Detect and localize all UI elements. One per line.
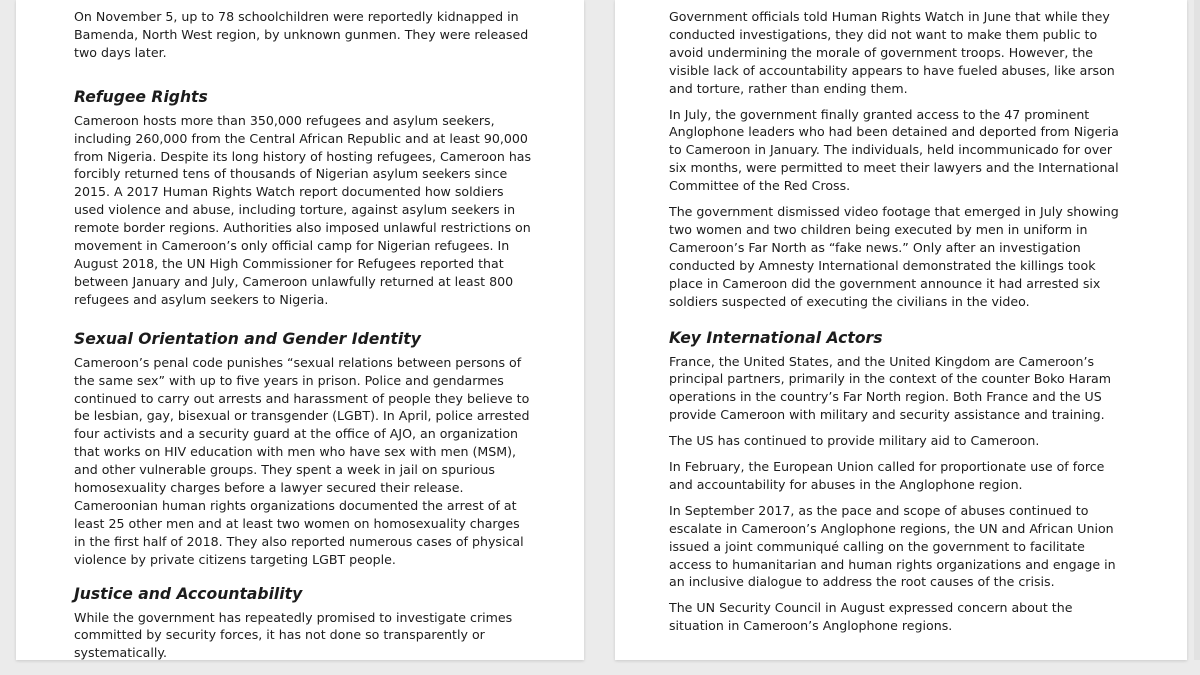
right-page — [615, 0, 1187, 660]
justice-accountability-heading: Justice and Accountability — [74, 584, 303, 603]
key-actors-paragraph-eu: In February, the European Union called for proportionate use of force and accountability for abuses in the Anglophone region. — [669, 459, 1105, 492]
key-international-actors-heading: Key International Actors — [669, 328, 883, 347]
accountability-paragraph-anglophone-leaders: In July, the government finally granted access to the 47 prominent Anglophone leaders who had been detained and deported from Nigeria to Cameroon in January. The individuals, held incommunicado for over six months, were permitted to meet their lawyers and the International Committee of the Red Cross. — [669, 106, 1119, 194]
key-actors-paragraph-security-council: The UN Security Council in August expressed concern about the situation in Cameroon’s Anglophone regions. — [669, 600, 1073, 634]
justice-accountability-paragraph: While the government has repeatedly promised to investigate crimes committed by security forces, it has not done so transparently or systematically. — [74, 609, 513, 661]
key-actors-paragraph-us-aid: The US has continued to provide military aid to Cameroon. — [669, 433, 1040, 449]
left-page — [16, 0, 584, 660]
accountability-paragraph-officials: Government officials told Human Rights Watch in June that while they conducted investigations, they did not want to make them public to avoid undermining the morale of government troops. However, the visible lack of accountability appears to have fueled abuses, like arson and torture, rather than ending them. — [669, 9, 1115, 96]
refugee-rights-heading: Refugee Rights — [74, 87, 208, 106]
key-actors-paragraph-un-au: In September 2017, as the pace and scope of abuses continued to escalate in Cameroon’s Anglophone regions, the UN and African Union issued a joint communiqué calling on the government to facilitate access to humanitarian and human rights organizations and engage in an inclusive dialogue to address the root causes of the crisis. — [669, 502, 1116, 590]
refugee-rights-paragraph: Cameroon hosts more than 350,000 refugees and asylum seekers, including 260,000 from the Central African Republic and at least 90,000 from Nigeria. Despite its long history of hosting refugees, Cameroon has forcibly returned tens of thousands of Nigerian asylum seekers since 2015. A 2017 Human Rights Watch report documented how soldiers used violence and abuse, including torture, against asylum seekers in remote border regions. Authorities also imposed unlawful restrictions on movement in Cameroon’s only official camp for Nigerian refugees. In August 2018, the UN High Commissioner for Refugees reported that between January and July, Cameroon unlawfully returned at least 800 refugees and asylum seekers to Nigeria. — [74, 112, 532, 307]
viewer-scrollbar[interactable] — [1194, 0, 1200, 660]
right-page-text-column — [669, 8, 1129, 643]
sexual-orientation-heading: Sexual Orientation and Gender Identity — [74, 329, 421, 348]
key-actors-paragraph-partners: France, the United States, and the United Kingdom are Cameroon’s principal partners, primarily in the context of the counter Boko Haram operations in the country’s Far North region. Both France and the US provide Cameroon with military and security assistance and training. — [669, 353, 1112, 423]
left-page-text-column — [74, 8, 532, 670]
accountability-paragraph-video-footage: The government dismissed video footage that emerged in July showing two women and two children being executed by men in uniform in Cameroon’s Far North as “fake news.” Only after an investigation conducted by Amnesty International demonstrated the killings took place in Cameroon did the government announce it had arrested six soldiers suspected of executing the civilians in the video. — [669, 204, 1119, 309]
sexual-orientation-paragraph: Cameroon’s penal code punishes “sexual relations between persons of the same sex” with up to five years in prison. Police and gendarmes continued to carry out arrests and harassment of people they believe to be lesbian, gay, bisexual or transgender (LGBT). In April, police arrested four activists and a security guard at the office of AJO, an organization that works on HIV education with men who have sex with men (MSM), and other vulnerable groups. They spent a week in jail on spurious homosexuality charges before a lawyer secured their release. Cameroonian human rights organizations documented the arrest of at least 25 other men and at least two women on homosexuality charges in the first half of 2018. They also reported numerous cases of physical violence by private citizens targeting LGBT people. — [74, 354, 530, 567]
intro-paragraph: On November 5, up to 78 schoolchildren were reportedly kidnapped in Bamenda, North West region, by unknown gunmen. They were released two days later. — [74, 9, 529, 60]
